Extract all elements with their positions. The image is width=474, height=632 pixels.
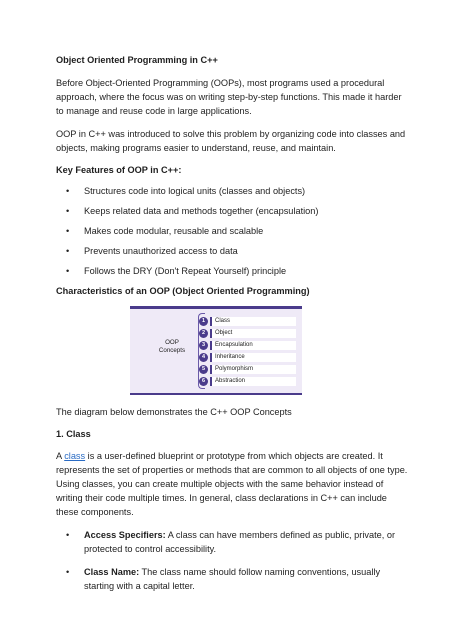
feature-text: Prevents unauthorized access to data [84,246,238,256]
bullet-icon: • [66,206,70,216]
concept-number: 4 [199,353,208,362]
bullet-icon: • [66,246,70,256]
concept-label: Object [210,329,296,338]
class-para-prefix: A [56,451,65,461]
concept-label: Abstraction [210,377,296,386]
concept-polymorphism [200,364,296,374]
item-term: Access Specifiers: [84,530,166,540]
concept-number: 2 [199,329,208,338]
list-item [56,265,408,277]
feature-text: Keeps related data and methods together (encapsulation) [84,206,319,216]
concept-inheritance [200,352,296,362]
oop-concepts-diagram [130,306,302,395]
concept-label: Inheritance [210,353,296,362]
concept-number: 1 [199,317,208,326]
intro-paragraph-1: Before Object-Oriented Programming (OOPs), most programs used a procedural approach, where the focus was on writing step-by-step functions. This made it harder to manage and reuse code in large applications. [56,78,402,116]
bullet-icon: • [66,567,70,577]
concept-encapsulation [200,340,296,350]
feature-text: Structures code into logical units (classes and objects) [84,186,306,196]
item-text: A class can have members defined as public, private, or protected to control accessibility. [84,530,396,554]
concept-number: 6 [199,377,208,386]
key-features-heading: Key Features of OOP in C++: [56,165,182,175]
concept-label: Class [210,317,296,326]
class-link[interactable]: class [64,451,86,461]
intro-paragraph-2: OOP in C++ was introduced to solve this problem by organizing code into classes and objects, making programs easier to understand, reuse, and maintain. [56,129,406,153]
features-list [56,185,408,277]
doc-title: Object Oriented Programming in C++ [56,55,218,65]
list-item [56,225,408,237]
item-term: Class Name: [84,567,140,577]
diagram-caption: The diagram below demonstrates the C++ OOP Concepts [56,407,292,417]
list-item [56,185,408,197]
class-paragraph [56,449,408,519]
class-components-list [56,528,408,593]
diagram-center-label: OOP Concepts [158,339,186,354]
characteristics-heading: Characteristics of an OOP (Object Oriented Programming) [56,286,310,296]
class-heading: 1. Class [56,429,91,439]
feature-text: Makes code modular, reusable and scalable [84,226,264,236]
bullet-icon: • [66,186,70,196]
list-item [56,565,408,593]
item-text: The class name should follow naming conventions, usually starting with a capital letter. [84,567,381,591]
bullet-icon: • [66,226,70,236]
class-para-text: is a user-defined blueprint or prototype from which objects are created. It represents the set of properties or methods that are common to all objects of one type. Using classes, you can create multiple objects with the same behavior instead of writing their code multiple times. In general, class declarations in C++ can include these components. [56,451,408,517]
concept-abstraction [200,376,296,386]
list-item [56,528,408,556]
concept-class [200,316,296,326]
list-item [56,245,408,257]
concept-number: 3 [199,341,208,350]
list-item [56,205,408,217]
concept-object [200,328,296,338]
bullet-icon: • [66,266,70,276]
feature-text: Follows the DRY (Don't Repeat Yourself) principle [84,266,287,276]
bullet-icon: • [66,530,70,540]
concept-label: Polymorphism [210,365,296,374]
concept-number: 5 [199,365,208,374]
concept-label: Encapsulation [210,341,296,350]
